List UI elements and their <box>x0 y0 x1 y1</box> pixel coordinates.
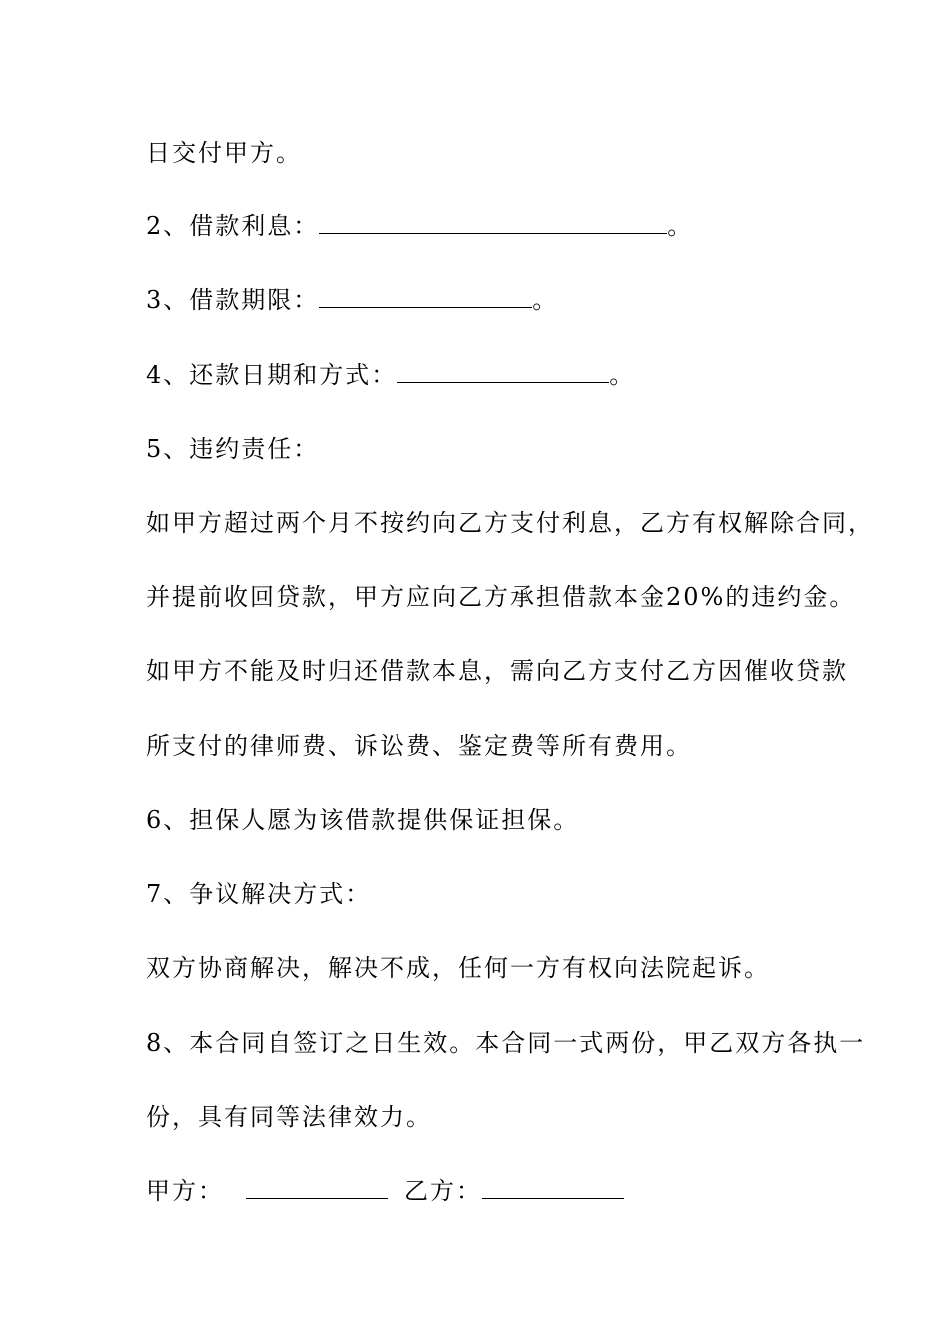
loan-interest-blank <box>319 213 667 234</box>
party-a-label: 甲方： <box>146 1177 224 1205</box>
line-label: 3、借款期限： <box>146 286 320 314</box>
text-line <box>146 138 302 168</box>
line-label: 2、借款利息： <box>146 212 320 240</box>
line-suffix: 。 <box>667 212 694 240</box>
text-line <box>146 1102 432 1132</box>
line-text: 5、违约责任： <box>146 435 320 463</box>
line-text: 份，具有同等法律效力。 <box>146 1103 432 1131</box>
loan-interest-line <box>146 211 693 241</box>
line-text: 日交付甲方。 <box>146 139 302 167</box>
text-line <box>146 731 692 761</box>
loan-term-blank <box>319 287 532 308</box>
party-a-blank <box>246 1178 388 1199</box>
line-text: 6、担保人愿为该借款提供保证担保。 <box>146 806 580 834</box>
repayment-line <box>146 360 635 390</box>
section-heading <box>146 879 371 909</box>
section-heading <box>146 434 319 464</box>
line-suffix: 。 <box>532 286 559 314</box>
line-text: 所支付的律师费、诉讼费、鉴定费等所有费用。 <box>146 732 692 760</box>
text-line <box>146 953 770 983</box>
text-line <box>146 1028 865 1058</box>
line-label: 4、还款日期和方式： <box>146 361 398 389</box>
line-suffix: 。 <box>609 361 636 389</box>
text-line <box>146 508 874 538</box>
party-b-blank <box>482 1178 624 1199</box>
text-line <box>146 582 855 612</box>
line-text: 如甲方不能及时归还借款本息，需向乙方支付乙方因催收贷款 <box>146 657 848 685</box>
text-line <box>146 805 579 835</box>
line-text: 7、争议解决方式： <box>146 880 372 908</box>
line-text: 如甲方超过两个月不按约向乙方支付利息，乙方有权解除合同， <box>146 509 874 537</box>
line-text: 双方协商解决，解决不成，任何一方有权向法院起诉。 <box>146 954 770 982</box>
signature-line <box>146 1176 624 1206</box>
text-line <box>146 656 848 686</box>
line-text: 8、本合同自签订之日生效。本合同一式两份，甲乙双方各执一 <box>146 1029 866 1057</box>
loan-term-line <box>146 285 558 315</box>
repayment-blank <box>397 362 609 383</box>
line-text: 并提前收回贷款，甲方应向乙方承担借款本金20%的违约金。 <box>146 583 856 611</box>
party-b-label: 乙方： <box>404 1177 482 1205</box>
